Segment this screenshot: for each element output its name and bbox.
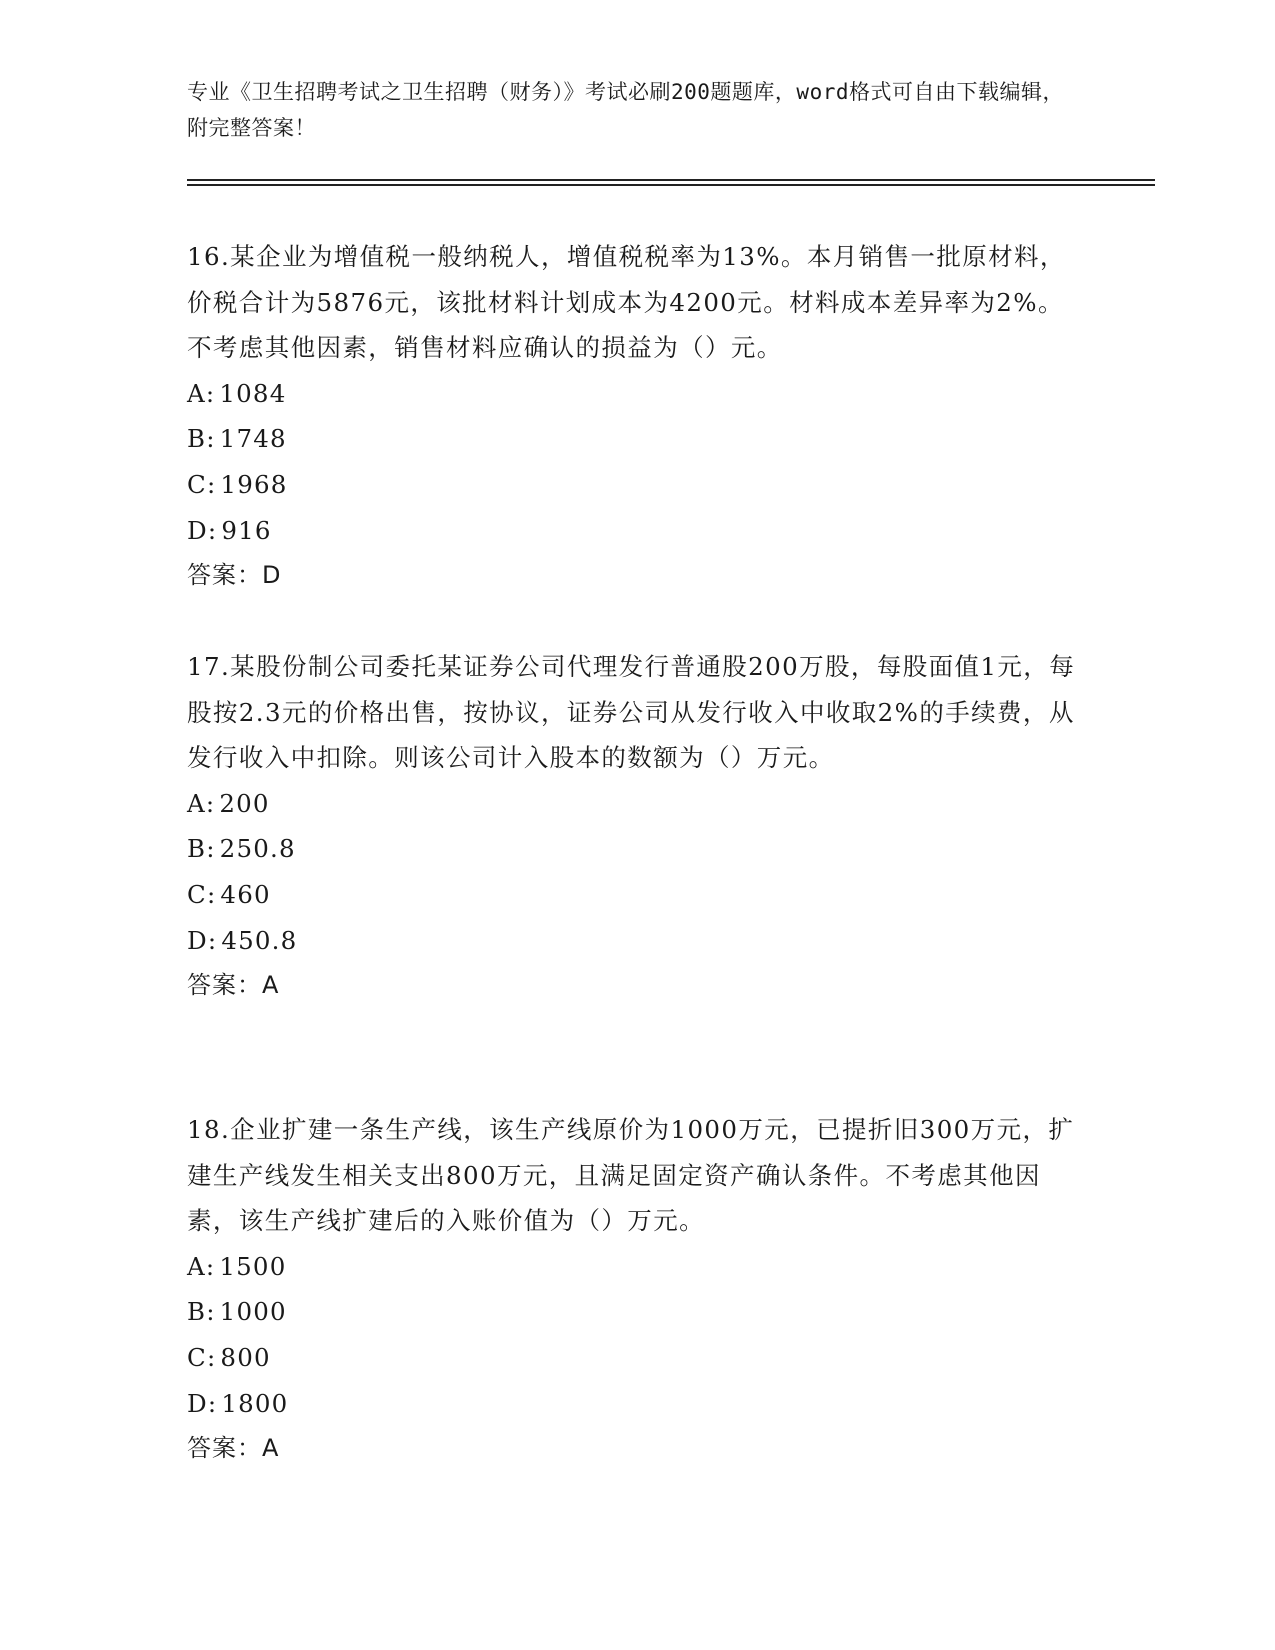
answer-line: 答案：A xyxy=(187,1434,280,1463)
option-letter: B: xyxy=(187,424,216,454)
document-header xyxy=(187,74,1067,146)
header-divider-top xyxy=(187,179,1155,181)
option-a xyxy=(187,371,1087,417)
option-value: 1500 xyxy=(219,1251,287,1281)
header-text: 专业《卫生招聘考试之卫生招聘（财务）》考试必刷200题题库，word格式可自由下载编辑，附完整答案！ xyxy=(187,80,1064,140)
option-value: 200 xyxy=(219,788,270,818)
option-letter: B: xyxy=(187,834,216,864)
option-letter: D: xyxy=(187,1388,218,1418)
option-d xyxy=(187,1381,1087,1427)
option-b xyxy=(187,1289,1087,1335)
option-d xyxy=(187,918,1087,964)
option-value: 1000 xyxy=(219,1297,287,1327)
question-17 xyxy=(187,644,1087,1009)
option-value: 450.8 xyxy=(221,925,298,955)
option-value: 916 xyxy=(221,515,272,545)
option-letter: C: xyxy=(187,879,217,909)
option-value: 1748 xyxy=(219,424,287,454)
option-letter: B: xyxy=(187,1297,216,1327)
option-value: 1800 xyxy=(221,1388,289,1418)
question-18 xyxy=(187,1107,1087,1472)
option-letter: A: xyxy=(187,378,216,408)
option-value: 800 xyxy=(220,1342,271,1372)
option-letter: C: xyxy=(187,469,217,499)
question-text: 17.某股份制公司委托某证券公司代理发行普通股200万股，每股面值1元，每股按2.3元的价格出售，按协议，证券公司从发行收入中收取2%的手续费，从发行收入中扣除。则该公司计入股本的数额为（）万元。 xyxy=(187,652,1076,773)
option-a xyxy=(187,1244,1087,1290)
option-b xyxy=(187,416,1087,462)
option-letter: D: xyxy=(187,925,218,955)
answer-line: 答案：A xyxy=(187,971,280,1000)
answer-line: 答案：D xyxy=(187,561,282,590)
option-letter: D: xyxy=(187,515,218,545)
option-c xyxy=(187,872,1087,918)
option-letter: A: xyxy=(187,788,216,818)
option-d xyxy=(187,508,1087,554)
option-c xyxy=(187,462,1087,508)
option-value: 460 xyxy=(220,879,271,909)
option-c xyxy=(187,1335,1087,1381)
question-text: 16.某企业为增值税一般纳税人，增值税税率为13%。本月销售一批原材料，价税合计为5876元，该批材料计划成本为4200元。材料成本差异率为2%。不考虑其他因素，销售材料应确认的损益为（）元。 xyxy=(187,242,1066,363)
option-value: 250.8 xyxy=(219,834,296,864)
option-letter: A: xyxy=(187,1251,216,1281)
option-a xyxy=(187,781,1087,827)
option-b xyxy=(187,826,1087,872)
option-value: 1084 xyxy=(219,378,287,408)
header-divider-bottom xyxy=(187,184,1155,186)
option-value: 1968 xyxy=(220,469,288,499)
option-letter: C: xyxy=(187,1342,217,1372)
question-16 xyxy=(187,234,1087,599)
question-text: 18.企业扩建一条生产线，该生产线原价为1000万元，已提折旧300万元，扩建生产线发生相关支出800万元，且满足固定资产确认条件。不考虑其他因素，该生产线扩建后的入账价值为（）万元。 xyxy=(187,1115,1075,1236)
